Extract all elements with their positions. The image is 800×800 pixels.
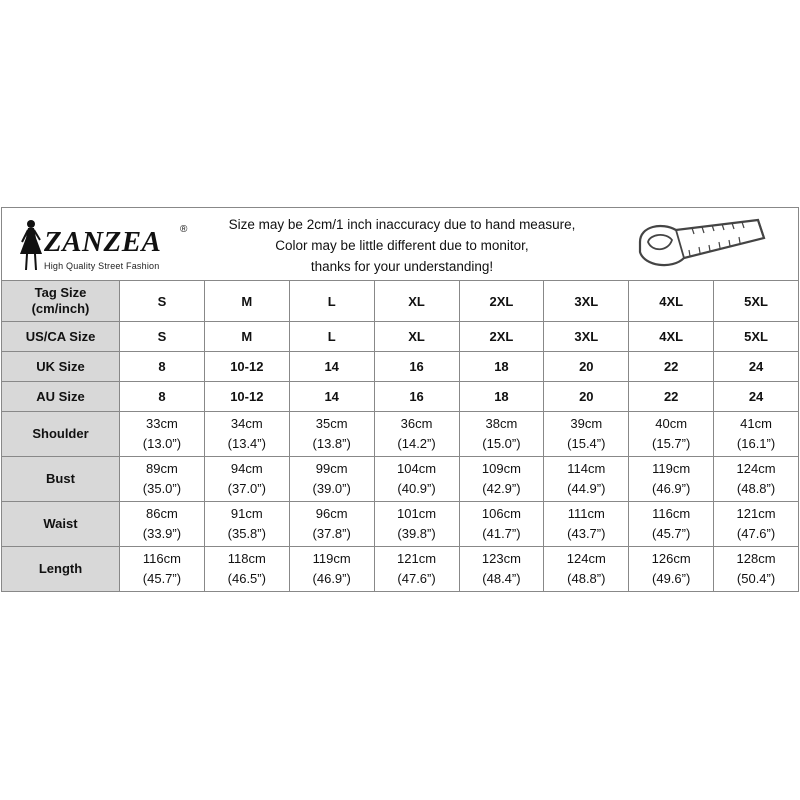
value-cm: 96cm [315,506,348,521]
size-cell: 24 [714,352,799,382]
value-cm: 36cm [400,416,433,431]
value-inch: (47.6”) [736,526,776,541]
value-cm: 86cm [146,506,178,521]
value-inch: (45.7”) [142,571,182,586]
value-inch: (50.4”) [736,571,776,586]
value-cm: 124cm [566,551,606,566]
notice-line: Size may be 2cm/1 inch inaccuracy due to hand measure, [228,217,576,232]
size-cell [459,502,544,547]
size-cell [714,547,799,592]
value-inch: (48.4”) [482,571,521,586]
value-inch: (13.0”) [142,436,182,451]
value-inch: (42.9”) [482,481,521,496]
value-inch: (46.9”) [652,481,691,496]
row-length [2,547,799,592]
value-inch: (15.7”) [652,436,691,451]
size-cell [544,502,629,547]
size-cell: XL [374,322,459,352]
value-inch: (15.0”) [482,436,521,451]
value-cm: 91cm [230,506,263,521]
value-inch: (40.9”) [397,481,436,496]
brand-logo [10,214,190,276]
value-inch: (15.4”) [567,436,606,451]
value-inch: (49.6”) [652,571,691,586]
size-cell [629,457,714,502]
row-header [2,457,120,502]
row-header [2,382,120,412]
value-inch: (16.1”) [736,436,776,451]
row-header-label: Bust [46,471,75,486]
row-header-label: Waist [43,516,78,531]
size-chart [1,207,799,592]
value-inch: (44.9”) [567,481,606,496]
value-cm: 38cm [485,416,518,431]
value-cm: 106cm [481,506,521,521]
size-cell [289,547,374,592]
brand-name: ZANZEA [44,226,162,258]
size-cell: 2XL [459,322,544,352]
size-cell: 5XL [714,322,799,352]
row-header-label: Tag Size [34,285,87,300]
value-inch: (37.0”) [227,481,266,496]
size-cell: 22 [629,382,714,412]
value-cm: 99cm [315,461,348,476]
size-cell: 14 [289,382,374,412]
size-cell: 10-12 [204,352,289,382]
size-table [1,280,799,592]
size-cell: 2XL [459,281,544,322]
value-cm: 109cm [481,461,521,476]
size-cell [289,502,374,547]
size-cell [714,502,799,547]
value-cm: 39cm [570,416,603,431]
row-au-size [2,382,799,412]
value-cm: 116cm [142,551,181,566]
value-inch: (41.7”) [482,526,521,541]
size-cell [374,502,459,547]
size-cell: S [120,281,205,322]
size-cell: L [289,281,374,322]
value-inch: (14.2”) [397,436,436,451]
value-cm: 119cm [652,461,691,476]
value-cm: 119cm [312,551,351,566]
size-cell [204,412,289,457]
value-cm: 121cm [736,506,776,521]
value-cm: 118cm [227,551,266,566]
value-cm: 34cm [230,416,263,431]
registered-mark: ® [180,224,188,235]
size-cell: 3XL [544,281,629,322]
size-cell: M [204,281,289,322]
size-cell: 20 [544,382,629,412]
size-cell: 4XL [629,281,714,322]
size-cell: 8 [120,352,205,382]
size-cell: 16 [374,382,459,412]
woman-silhouette-icon [14,218,48,274]
value-inch: (45.7”) [652,526,691,541]
size-cell: 10-12 [204,382,289,412]
size-cell: XL [374,281,459,322]
size-cell [120,502,205,547]
value-cm: 89cm [146,461,178,476]
measuring-tape-icon [632,212,772,278]
size-cell [289,457,374,502]
size-cell: 16 [374,352,459,382]
size-cell [714,412,799,457]
row-header-label: US/CA Size [25,328,96,344]
value-inch: (13.4”) [227,436,266,451]
row-header-label: (cm/inch) [31,301,90,316]
value-inch: (33.9”) [142,526,182,541]
size-cell: M [204,322,289,352]
row-header [2,322,120,352]
value-inch: (39.8”) [397,526,436,541]
size-cell: S [120,322,205,352]
size-cell [120,457,205,502]
size-cell: 22 [629,352,714,382]
value-cm: 94cm [230,461,263,476]
row-header [2,547,120,592]
size-cell [120,412,205,457]
value-inch: (46.5”) [227,571,266,586]
size-cell [459,547,544,592]
size-cell [374,547,459,592]
value-inch: (48.8”) [567,571,606,586]
size-cell [544,457,629,502]
size-cell: 18 [459,352,544,382]
value-cm: 124cm [736,461,776,476]
value-cm: 126cm [651,551,691,566]
measurement-notice [202,214,602,277]
value-inch: (43.7”) [567,526,606,541]
value-inch: (48.8”) [736,481,776,496]
notice-line: thanks for your understanding! [310,259,494,274]
size-cell: 3XL [544,322,629,352]
size-cell [459,412,544,457]
value-inch: (39.0”) [312,481,351,496]
value-cm: 111cm [567,506,605,521]
row-waist [2,502,799,547]
size-cell [544,412,629,457]
size-cell: 18 [459,382,544,412]
size-cell: L [289,322,374,352]
row-header-label: UK Size [36,358,85,374]
value-cm: 40cm [655,416,688,431]
row-header [2,281,120,322]
row-shoulder [2,412,799,457]
row-header [2,412,120,457]
row-bust [2,457,799,502]
row-header-label: AU Size [36,388,85,404]
value-inch: (46.9”) [312,571,351,586]
size-cell: 5XL [714,281,799,322]
size-cell [714,457,799,502]
size-cell [629,547,714,592]
row-header-label: Shoulder [32,426,89,441]
size-cell [629,502,714,547]
row-tag-size [2,281,799,322]
row-header [2,502,120,547]
size-cell [629,412,714,457]
row-uk-size [2,352,799,382]
value-cm: 128cm [736,551,776,566]
size-cell: 20 [544,352,629,382]
size-cell [374,457,459,502]
size-cell [459,457,544,502]
row-header [2,352,120,382]
value-cm: 116cm [652,506,691,521]
size-cell: 4XL [629,322,714,352]
value-cm: 101cm [397,506,437,521]
size-cell [544,547,629,592]
size-cell: 14 [289,352,374,382]
size-cell [204,547,289,592]
size-cell: 8 [120,382,205,412]
size-cell [120,547,205,592]
value-cm: 35cm [315,416,348,431]
value-inch: (13.8”) [312,436,351,451]
value-cm: 114cm [567,461,606,476]
size-cell: 24 [714,382,799,412]
value-inch: (35.0”) [142,481,182,496]
value-cm: 123cm [481,551,521,566]
row-header-label: Length [38,561,83,576]
brand-tagline: High Quality Street Fashion [44,261,160,271]
size-cell [204,457,289,502]
value-inch: (47.6”) [397,571,436,586]
size-cell [204,502,289,547]
value-cm: 33cm [146,416,178,431]
value-cm: 121cm [397,551,437,566]
size-cell [289,412,374,457]
notice-line: Color may be little different due to monitor, [275,238,529,253]
size-chart-header [1,207,799,280]
value-inch: (37.8”) [312,526,351,541]
value-inch: (35.8”) [227,526,266,541]
value-cm: 104cm [397,461,437,476]
size-cell [374,412,459,457]
value-cm: 41cm [740,416,772,431]
row-us-ca-size [2,322,799,352]
